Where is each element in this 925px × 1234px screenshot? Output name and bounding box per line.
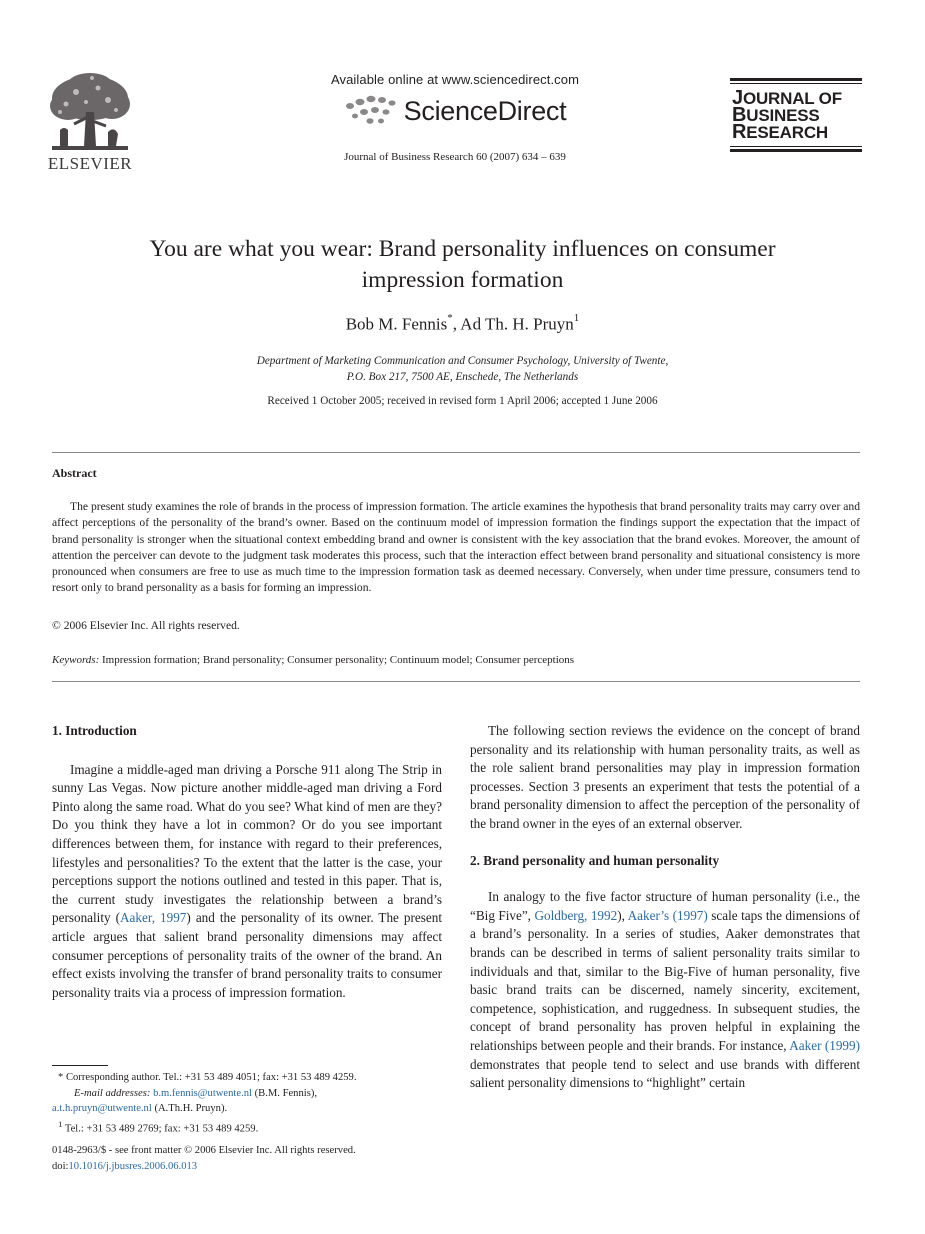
jbr-initial-r: R — [732, 121, 747, 143]
sec2-text-b: ), — [617, 907, 628, 923]
author-separator: , — [452, 314, 461, 334]
section-1-heading: 1. Introduction — [52, 723, 137, 738]
intro-text-a: Imagine a middle-aged man driving a Porsche 911 along The Strip in sunny Las Vegas. Now picture another middle-aged man driving a Ford Pinto along the same road. What do you see? What kind of men are they? Do you think they have a lot in common? Or do you see important differences between them, for instance with regard to their preferences, lifestyles and personalities? To the extent that the latter is the case, your perceptions support the notions outlined and tested in this paper. That is, the current study investigates the relationship between a brand’s personality ( — [52, 761, 442, 926]
footnote-2-text: Tel.: +31 53 489 2769; fax: +31 53 489 4259. — [62, 1123, 259, 1135]
journal-logo-rule-top — [730, 78, 862, 81]
elsevier-logo — [40, 72, 140, 174]
footnote-1 — [52, 1070, 442, 1086]
intro-paragraph — [52, 761, 442, 1003]
available-online-text: Available online at www.sciencedirect.com — [330, 72, 580, 87]
front-matter-info — [52, 1143, 442, 1174]
author-1[interactable]: Bob M. Fennis — [345, 314, 448, 334]
citation-aaker-1997[interactable]: Aaker, 1997 — [120, 910, 187, 926]
email-link-pruyn[interactable]: a.t.h.pruyn@utwente.nl — [52, 1103, 152, 1114]
keywords — [52, 654, 860, 666]
publisher-wordmark: ELSEVIER — [47, 154, 133, 173]
journal-logo-rule-bottom — [730, 149, 862, 152]
sciencedirect-logo — [290, 93, 620, 129]
affiliation — [60, 354, 865, 385]
affiliation-line-2: P.O. Box 217, 7500 AE, Enschede, The Netherlands — [346, 370, 579, 383]
journal-logo-rule-bottom-thin — [730, 146, 862, 147]
abstract-heading: Abstract — [52, 466, 97, 480]
sec2-text-a: In analogy to the five factor structure of human personality (i.e., the “Big Five”, — [470, 889, 860, 923]
elsevier-tree-icon — [46, 72, 134, 154]
citation-aakers-1997[interactable]: Aaker’s (1997) — [627, 907, 708, 923]
abstract-text: The present study examines the role of brands in the process of impression formation. The article examines the hypothesis that brand personality traits may carry over and affect perceptions of the personality of the brand’s owner. Based on the continuum model of impression formation the findings support the expectation that the impact of brand personality is stronger when the situational context embedding brand and owner is consistent with the key association that the brand evokes. Moreover, the amount of attention the perceiver can devote to the judgment task moderates this process, such that the interaction effect between brand personality and situational consistency is more pronounced when consumers are free to use as much time to the impression formation task as deemed necessary. Conversely, when under time pressure, consumers tend to resort only to brand personality as a basis for forming an impression. — [52, 500, 860, 595]
title-line-1: You are what you wear: Brand personality influences on consumer — [149, 236, 776, 262]
email-line-2 — [52, 1101, 442, 1117]
author-2-mark[interactable]: 1 — [573, 312, 580, 324]
issn-line: 0148-2963/$ - see front matter © 2006 Elsevier Inc. All rights reserved. — [52, 1145, 356, 1156]
affiliation-line-1: Department of Marketing Communication and Consumer Psychology, University of Twente, — [256, 355, 669, 367]
doi-label: doi: — [52, 1160, 69, 1172]
footnotes — [52, 1070, 442, 1137]
email-1-name: (B.M. Fennis), — [251, 1087, 318, 1099]
sec2-text-c: scale taps the dimensions of a brand’s personality. In a series of studies, Aaker demonstrates that brands can be described in terms of salient personality traits similar to individuals and that, similar to the Big-Five of human personality, five basic brand traits can be discerned, namely sincerity, excitement, competence, sophistication, and ruggedness. In subsequent studies, the concept of brand personality has proven helpful in explaining the relationships between people and their brands. For instance, — [470, 907, 860, 1053]
abstract-body — [52, 499, 860, 597]
jbr-initial-j: J — [732, 87, 743, 109]
sciencedirect-dots-icon — [344, 94, 398, 128]
email-label: E-mail addresses: — [74, 1087, 151, 1099]
journal-reference: Journal of Business Research 60 (2007) 634 – 639 — [344, 151, 566, 163]
intro-text-b: ) and the personality of its owner. The present article argues that salient brand personality dimensions may affect consumer perceptions of personality traits of the owner of the brand. An effect exists involving the transfer of brand personality traits to consumer personality traits via a process of impression formation. — [52, 910, 442, 1000]
overview-paragraph: The following section reviews the evidence on the concept of brand personality and its relationship with human personality traits, as well as the role salient brand personalities may play in impression formation processes. Section 3 presents an experiment that tests the potential of a brand personality dimension to affect the perception of the personality of the brand owner in the eyes of an external observer. — [470, 723, 860, 831]
email-2-name: (A.Th.H. Pruyn). — [151, 1103, 228, 1114]
footnote-1-text: Corresponding author. Tel.: +31 53 489 4051; fax: +31 53 489 4259. — [63, 1072, 357, 1083]
right-column — [470, 722, 860, 1093]
footnote-rule — [52, 1065, 108, 1066]
doi-link[interactable]: 10.1016/j.jbusres.2006.06.013 — [68, 1160, 198, 1172]
jbr-initial-b: B — [732, 104, 747, 126]
sec2-text-d: demonstrates that people tend to select and use brands with different salient personality dimensions to “highlight” certain — [470, 1056, 860, 1091]
divider-top — [52, 452, 860, 453]
journal-logo-text — [730, 84, 862, 146]
citation-goldberg-1992[interactable]: Goldberg, 1992 — [534, 907, 618, 923]
section-2-heading: 2. Brand personality and human personality — [470, 852, 720, 868]
author-list — [60, 314, 865, 335]
abstract-copyright: © 2006 Elsevier Inc. All rights reserved. — [52, 619, 240, 632]
doi-line — [52, 1159, 442, 1175]
article-title — [60, 234, 865, 296]
section-2-paragraph — [470, 888, 860, 1093]
citation-aaker-1999[interactable]: Aaker (1999) — [789, 1037, 860, 1053]
sciencedirect-block — [290, 72, 620, 163]
article-history: Received 1 October 2005; received in revised form 1 April 2006; accepted 1 June 2006 — [267, 395, 658, 407]
left-column — [52, 722, 442, 1002]
sciencedirect-wordmark: ScienceDirect — [403, 95, 567, 126]
title-line-2: impression formation — [361, 267, 564, 293]
footnote-1-mark: * — [58, 1072, 64, 1083]
author-2[interactable]: Ad Th. H. Pruyn — [460, 314, 574, 334]
journal-logo — [730, 78, 862, 152]
jbr-line-3: ESEARCH — [746, 123, 828, 142]
email-line — [52, 1086, 442, 1102]
jbr-line-2: USINESS — [746, 106, 820, 125]
keywords-list: Impression formation; Brand personality; Consumer personality; Continuum model; Consumer perceptions — [99, 654, 575, 666]
jbr-line-1: OURNAL OF — [742, 89, 842, 108]
footnote-2-mark: 1 — [58, 1118, 63, 1129]
divider-bottom — [52, 681, 860, 682]
author-1-mark[interactable]: * — [447, 312, 453, 324]
keywords-label: Keywords: — [52, 654, 100, 666]
footnote-2 — [52, 1117, 442, 1137]
email-link-fennis[interactable]: b.m.fennis@utwente.nl — [153, 1087, 252, 1099]
